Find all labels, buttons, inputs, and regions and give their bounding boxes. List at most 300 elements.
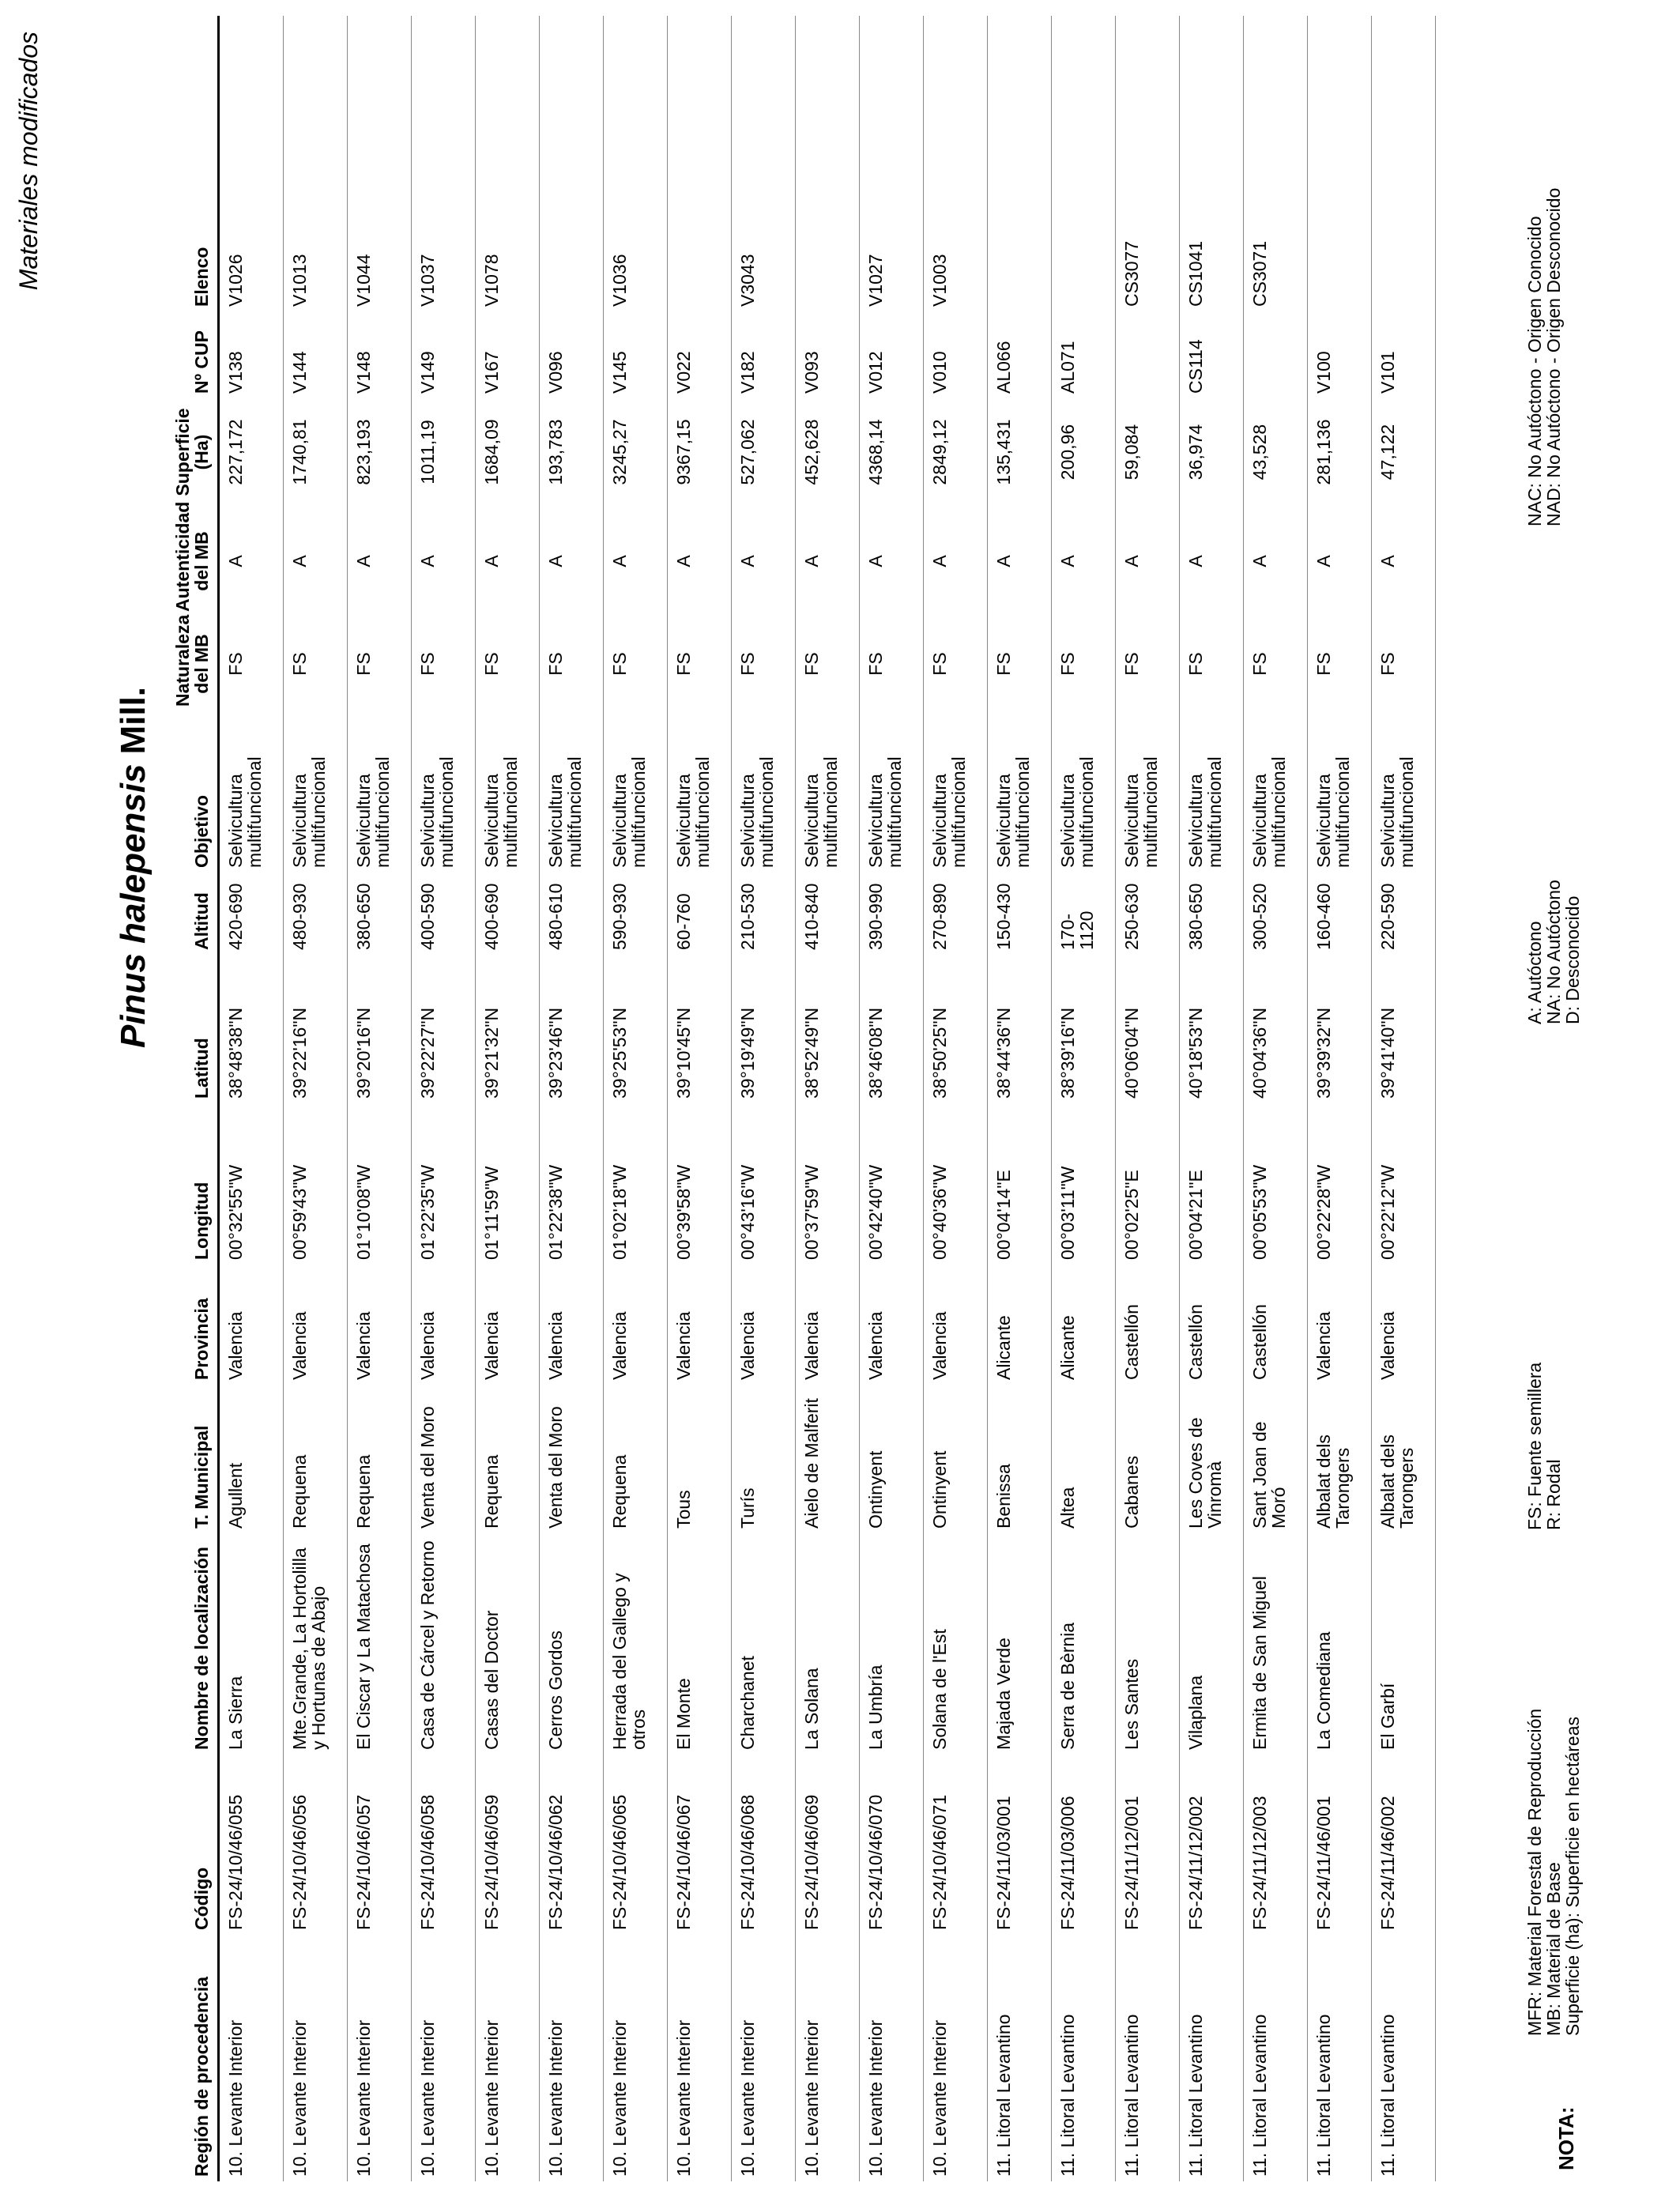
cell-objetivo: Selvicultura multifuncional (604, 711, 668, 873)
cell-nombre: Ermita de San Miguel (1244, 1533, 1308, 1755)
cell-longitud: 00°22'28"W (1308, 1103, 1372, 1265)
cell-superficie: 527,062 (732, 398, 796, 506)
cell-longitud: 00°40'36"W (924, 1103, 988, 1265)
cell-superficie: 2849,12 (924, 398, 988, 506)
cell-codigo: FS-24/10/46/068 (732, 1755, 796, 1935)
cell-autenticidad: A (924, 506, 988, 616)
header-autenticidad-line1: Autenticidad (172, 501, 193, 612)
cell-longitud: 00°42'40"W (860, 1103, 924, 1265)
cell-elenco: V1013 (284, 16, 348, 311)
cell-naturaleza: FS (860, 616, 924, 711)
cell-naturaleza: FS (1372, 616, 1436, 711)
cell-provincia: Castellón (1180, 1265, 1244, 1385)
cell-objetivo: Selvicultura multifuncional (796, 711, 860, 873)
cell-superficie: 3245,27 (604, 398, 668, 506)
cell-nombre: Solana de l'Est (924, 1533, 988, 1755)
cell-codigo: FS-24/10/46/055 (219, 1755, 284, 1935)
cell-elenco (796, 16, 860, 311)
cell-nombre: La Umbría (860, 1533, 924, 1755)
cell-longitud: 01°22'35"W (412, 1103, 476, 1265)
cell-cup: V144 (284, 311, 348, 398)
cell-codigo: FS-24/10/46/062 (540, 1755, 604, 1935)
cell-autenticidad: A (668, 506, 732, 616)
cell-codigo: FS-24/11/12/001 (1116, 1755, 1180, 1935)
cell-region: 11. Litoral Levantino (1244, 1935, 1308, 2181)
cell-municipal: Requena (604, 1385, 668, 1533)
cell-provincia: Valencia (668, 1265, 732, 1385)
table-row (796, 16, 860, 2181)
cell-longitud: 00°59'43"W (284, 1103, 348, 1265)
note-line: D: Desconocido (1562, 895, 1583, 1024)
cell-cup: V096 (540, 311, 604, 398)
table-row (219, 16, 284, 2181)
notes-label: NOTA: (1554, 2106, 1578, 2170)
table-row (924, 16, 988, 2181)
cell-municipal: Altea (1052, 1385, 1116, 1533)
note-line: MB: Material de Base (1543, 1862, 1564, 2036)
header-elenco: Elenco (162, 16, 219, 311)
cell-longitud: 00°04'21"E (1180, 1103, 1244, 1265)
cell-superficie: 1684,09 (476, 398, 540, 506)
header-altitud: Altitud (162, 873, 219, 955)
cell-region: 10. Levante Interior (732, 1935, 796, 2181)
table-row (1372, 16, 1436, 2181)
header-superficie-line2: (Ha) (191, 434, 212, 470)
cell-region: 10. Levante Interior (219, 1935, 284, 2181)
note-line: NAC: No Autóctono - Origen Conocido (1524, 216, 1545, 526)
cell-naturaleza: FS (1052, 616, 1116, 711)
cell-latitud: 39°22'27"N (412, 955, 476, 1103)
cell-elenco (1372, 16, 1436, 311)
cell-elenco (988, 16, 1052, 311)
header-municipal: T. Municipal (162, 1385, 219, 1533)
cell-latitud: 39°25'53"N (604, 955, 668, 1103)
table-row (1180, 16, 1244, 2181)
cell-nombre: El Ciscar y La Matachosa (348, 1533, 412, 1755)
cell-elenco: V1003 (924, 16, 988, 311)
header-autenticidad-line2: del MB (191, 531, 212, 591)
cell-municipal: Les Coves de Vinromà (1180, 1385, 1244, 1533)
species-title (114, 687, 153, 1048)
cell-elenco: V1078 (476, 16, 540, 311)
note-line: Superficie (ha): Superficie en hectáreas (1562, 1717, 1583, 2036)
cell-provincia: Valencia (219, 1265, 284, 1385)
note-line: NAD: No Autóctono - Origen Desconocido (1543, 187, 1564, 526)
table-row (604, 16, 668, 2181)
cell-nombre: Herrada del Gallego y otros (604, 1533, 668, 1755)
cell-altitud: 390-990 (860, 873, 924, 955)
table-row (284, 16, 348, 2181)
cell-provincia: Valencia (540, 1265, 604, 1385)
cell-superficie: 823,193 (348, 398, 412, 506)
cell-codigo: FS-24/10/46/071 (924, 1755, 988, 1935)
cell-provincia: Valencia (476, 1265, 540, 1385)
cell-naturaleza: FS (1308, 616, 1372, 711)
table-row (860, 16, 924, 2181)
cell-codigo: FS-24/10/46/058 (412, 1755, 476, 1935)
notes-col-2 (1525, 1363, 1563, 1530)
cell-autenticidad: A (732, 506, 796, 616)
cell-codigo: FS-24/11/46/001 (1308, 1755, 1372, 1935)
cell-longitud: 00°32'55"W (219, 1103, 284, 1265)
cell-region: 10. Levante Interior (284, 1935, 348, 2181)
cell-objetivo: Selvicultura multifuncional (860, 711, 924, 873)
cell-naturaleza: FS (668, 616, 732, 711)
cell-provincia: Alicante (1052, 1265, 1116, 1385)
cell-cup: V167 (476, 311, 540, 398)
header-objetivo: Objetivo (162, 711, 219, 873)
header-provincia: Provincia (162, 1265, 219, 1385)
cell-provincia: Valencia (1308, 1265, 1372, 1385)
cell-objetivo: Selvicultura multifuncional (1308, 711, 1372, 873)
notes-col-4 (1525, 188, 1563, 526)
cell-autenticidad: A (412, 506, 476, 616)
cell-municipal: Aielo de Malferit (796, 1385, 860, 1533)
cell-autenticidad: A (348, 506, 412, 616)
notes-col-1 (1525, 1709, 1582, 2036)
cell-cup (1116, 311, 1180, 398)
cell-nombre: Mte.Grande, La Hortolilla y Hortunas de Abajo (284, 1533, 348, 1755)
cell-autenticidad: A (796, 506, 860, 616)
cell-cup: V101 (1372, 311, 1436, 398)
cell-naturaleza: FS (604, 616, 668, 711)
cell-longitud: 00°02'25"E (1116, 1103, 1180, 1265)
cell-elenco: CS3071 (1244, 16, 1308, 311)
header-naturaleza-line2: del MB (191, 634, 212, 694)
cell-cup: AL066 (988, 311, 1052, 398)
header-autenticidad (162, 501, 219, 616)
cell-objetivo: Selvicultura multifuncional (412, 711, 476, 873)
cell-superficie: 9367,15 (668, 398, 732, 506)
cell-municipal: Benissa (988, 1385, 1052, 1533)
header-superficie (162, 398, 219, 506)
cell-latitud: 40°06'04"N (1116, 955, 1180, 1103)
cell-autenticidad: A (540, 506, 604, 616)
cell-longitud: 01°02'18"W (604, 1103, 668, 1265)
cell-region: 10. Levante Interior (540, 1935, 604, 2181)
cell-latitud: 38°48'38"N (219, 955, 284, 1103)
cell-altitud: 380-650 (1180, 873, 1244, 955)
cell-nombre: La Comediana (1308, 1533, 1372, 1755)
cell-autenticidad: A (476, 506, 540, 616)
cell-naturaleza: FS (412, 616, 476, 711)
cell-region: 11. Litoral Levantino (1372, 1935, 1436, 2181)
cell-longitud: 00°39'58"W (668, 1103, 732, 1265)
cell-elenco (1308, 16, 1372, 311)
species-name: Pinus halepensis (114, 763, 153, 1048)
cell-elenco: V1036 (604, 16, 668, 311)
cell-elenco: V1037 (412, 16, 476, 311)
table-row (732, 16, 796, 2181)
header-superficie-line1: Superficie (172, 408, 193, 496)
cell-autenticidad: A (988, 506, 1052, 616)
cell-objetivo: Selvicultura multifuncional (540, 711, 604, 873)
cell-nombre: Majada Verde (988, 1533, 1052, 1755)
cell-codigo: FS-24/10/46/065 (604, 1755, 668, 1935)
cell-municipal: Venta del Moro (540, 1385, 604, 1533)
cell-autenticidad: A (1372, 506, 1436, 616)
cell-codigo: FS-24/10/46/056 (284, 1755, 348, 1935)
cell-altitud: 400-690 (476, 873, 540, 955)
note-line: FS: Fuente semillera (1524, 1362, 1545, 1530)
cell-objetivo: Selvicultura multifuncional (1052, 711, 1116, 873)
cell-region: 11. Litoral Levantino (1308, 1935, 1372, 2181)
cell-region: 10. Levante Interior (860, 1935, 924, 2181)
cell-cup: V012 (860, 311, 924, 398)
cell-objetivo: Selvicultura multifuncional (1244, 711, 1308, 873)
cell-region: 11. Litoral Levantino (1052, 1935, 1116, 2181)
cell-codigo: FS-24/11/03/006 (1052, 1755, 1116, 1935)
cell-elenco: CS1041 (1180, 16, 1244, 311)
cell-latitud: 38°46'08"N (860, 955, 924, 1103)
cell-altitud: 250-630 (1116, 873, 1180, 955)
cell-naturaleza: FS (540, 616, 604, 711)
cell-nombre: Vilaplana (1180, 1533, 1244, 1755)
cell-autenticidad: A (1180, 506, 1244, 616)
notes-section (1525, 36, 1636, 2170)
cell-region: 10. Levante Interior (796, 1935, 860, 2181)
cell-naturaleza: FS (348, 616, 412, 711)
cell-provincia: Valencia (860, 1265, 924, 1385)
header-region: Región de procedencia (162, 1935, 219, 2181)
cell-cup: V138 (219, 311, 284, 398)
cell-nombre: Serra de Bèrnia (1052, 1533, 1116, 1755)
cell-altitud: 380-650 (348, 873, 412, 955)
cell-longitud: 00°22'12"W (1372, 1103, 1436, 1265)
cell-provincia: Valencia (924, 1265, 988, 1385)
cell-superficie: 1740,81 (284, 398, 348, 506)
cell-latitud: 40°18'53"N (1180, 955, 1244, 1103)
cell-latitud: 39°23'46"N (540, 955, 604, 1103)
header-nombre: Nombre de localización (162, 1533, 219, 1755)
cell-provincia: Valencia (1372, 1265, 1436, 1385)
cell-elenco (540, 16, 604, 311)
cell-latitud: 39°22'16"N (284, 955, 348, 1103)
cell-municipal: Turís (732, 1385, 796, 1533)
materials-table (162, 16, 1436, 2181)
cell-superficie: 227,172 (219, 398, 284, 506)
cell-elenco: CS3077 (1116, 16, 1180, 311)
cell-elenco: V1044 (348, 16, 412, 311)
cell-region: 10. Levante Interior (668, 1935, 732, 2181)
cell-elenco: V1026 (219, 16, 284, 311)
cell-longitud: 01°10'08"W (348, 1103, 412, 1265)
cell-latitud: 39°10'45"N (668, 955, 732, 1103)
cell-superficie: 43,528 (1244, 398, 1308, 506)
header-codigo: Código (162, 1755, 219, 1935)
cell-provincia: Valencia (732, 1265, 796, 1385)
header-naturaleza-line1: Naturaleza (172, 614, 193, 707)
cell-objetivo: Selvicultura multifuncional (348, 711, 412, 873)
cell-altitud: 480-930 (284, 873, 348, 955)
cell-provincia: Castellón (1244, 1265, 1308, 1385)
cell-latitud: 39°19'49"N (732, 955, 796, 1103)
table-row (1244, 16, 1308, 2181)
header-note: Materiales modificados (14, 32, 43, 291)
cell-nombre: La Solana (796, 1533, 860, 1755)
cell-region: 10. Levante Interior (604, 1935, 668, 2181)
cell-codigo: FS-24/11/12/003 (1244, 1755, 1308, 1935)
cell-cup: V148 (348, 311, 412, 398)
cell-codigo: FS-24/10/46/057 (348, 1755, 412, 1935)
cell-municipal: Requena (476, 1385, 540, 1533)
cell-municipal: Cabanes (1116, 1385, 1180, 1533)
cell-longitud: 01°11'59"W (476, 1103, 540, 1265)
cell-codigo: FS-24/10/46/069 (796, 1755, 860, 1935)
cell-altitud: 410-840 (796, 873, 860, 955)
cell-altitud: 170-1120 (1052, 873, 1116, 955)
cell-provincia: Valencia (412, 1265, 476, 1385)
cell-municipal: Albalat dels Tarongers (1308, 1385, 1372, 1533)
cell-superficie: 200,96 (1052, 398, 1116, 506)
cell-altitud: 480-610 (540, 873, 604, 955)
cell-cup: AL071 (1052, 311, 1116, 398)
cell-objetivo: Selvicultura multifuncional (476, 711, 540, 873)
cell-autenticidad: A (284, 506, 348, 616)
cell-autenticidad: A (1116, 506, 1180, 616)
cell-superficie: 135,431 (988, 398, 1052, 506)
cell-naturaleza: FS (988, 616, 1052, 711)
cell-latitud: 39°21'32"N (476, 955, 540, 1103)
cell-nombre: Casas del Doctor (476, 1533, 540, 1755)
cell-latitud: 38°44'36"N (988, 955, 1052, 1103)
cell-nombre: El Garbí (1372, 1533, 1436, 1755)
cell-nombre: Les Santes (1116, 1533, 1180, 1755)
cell-autenticidad: A (1244, 506, 1308, 616)
cell-cup: V182 (732, 311, 796, 398)
cell-altitud: 270-890 (924, 873, 988, 955)
cell-cup: V022 (668, 311, 732, 398)
cell-objetivo: Selvicultura multifuncional (924, 711, 988, 873)
header-longitud: Longitud (162, 1103, 219, 1265)
cell-altitud: 210-530 (732, 873, 796, 955)
cell-autenticidad: A (860, 506, 924, 616)
cell-provincia: Alicante (988, 1265, 1052, 1385)
cell-latitud: 40°04'36"N (1244, 955, 1308, 1103)
cell-naturaleza: FS (284, 616, 348, 711)
cell-superficie: 36,974 (1180, 398, 1244, 506)
table-body (219, 16, 1436, 2181)
cell-objetivo: Selvicultura multifuncional (1116, 711, 1180, 873)
table-header-row (162, 16, 219, 2181)
cell-autenticidad: A (219, 506, 284, 616)
cell-naturaleza: FS (1244, 616, 1308, 711)
cell-latitud: 38°39'16"N (1052, 955, 1116, 1103)
note-line: R: Rodal (1543, 1459, 1564, 1530)
cell-provincia: Castellón (1116, 1265, 1180, 1385)
cell-superficie: 47,122 (1372, 398, 1436, 506)
cell-codigo: FS-24/10/46/059 (476, 1755, 540, 1935)
cell-nombre: El Monte (668, 1533, 732, 1755)
cell-municipal: Tous (668, 1385, 732, 1533)
cell-naturaleza: FS (732, 616, 796, 711)
cell-cup: V145 (604, 311, 668, 398)
cell-naturaleza: FS (1116, 616, 1180, 711)
cell-municipal: Requena (348, 1385, 412, 1533)
table-row (348, 16, 412, 2181)
cell-superficie: 1011,19 (412, 398, 476, 506)
header-naturaleza (162, 616, 219, 711)
cell-region: 11. Litoral Levantino (1180, 1935, 1244, 2181)
species-author: Mill. (114, 686, 153, 755)
table-row (1308, 16, 1372, 2181)
cell-altitud: 150-430 (988, 873, 1052, 955)
cell-region: 10. Levante Interior (476, 1935, 540, 2181)
cell-altitud: 220-590 (1372, 873, 1436, 955)
cell-longitud: 00°04'14"E (988, 1103, 1052, 1265)
cell-naturaleza: FS (219, 616, 284, 711)
cell-municipal: Ontinyent (924, 1385, 988, 1533)
cell-objetivo: Selvicultura multifuncional (1372, 711, 1436, 873)
cell-codigo: FS-24/10/46/067 (668, 1755, 732, 1935)
notes-col-3 (1525, 880, 1582, 1024)
cell-codigo: FS-24/11/03/001 (988, 1755, 1052, 1935)
cell-objetivo: Selvicultura multifuncional (1180, 711, 1244, 873)
note-line: NA: No Autóctono (1543, 880, 1564, 1024)
cell-superficie: 281,136 (1308, 398, 1372, 506)
cell-region: 10. Levante Interior (412, 1935, 476, 2181)
cell-objetivo: Selvicultura multifuncional (732, 711, 796, 873)
cell-longitud: 00°43'16"W (732, 1103, 796, 1265)
cell-altitud: 400-590 (412, 873, 476, 955)
cell-longitud: 00°03'11"W (1052, 1103, 1116, 1265)
table-row (1052, 16, 1116, 2181)
cell-latitud: 39°20'16"N (348, 955, 412, 1103)
cell-cup: CS114 (1180, 311, 1244, 398)
cell-latitud: 39°39'32"N (1308, 955, 1372, 1103)
cell-codigo: FS-24/11/12/002 (1180, 1755, 1244, 1935)
table-row (988, 16, 1052, 2181)
cell-objetivo: Selvicultura multifuncional (988, 711, 1052, 873)
cell-nombre: La Sierra (219, 1533, 284, 1755)
cell-naturaleza: FS (476, 616, 540, 711)
table-row (540, 16, 604, 2181)
cell-longitud: 00°05'53"W (1244, 1103, 1308, 1265)
table-row (476, 16, 540, 2181)
cell-objetivo: Selvicultura multifuncional (219, 711, 284, 873)
cell-longitud: 01°22'38"W (540, 1103, 604, 1265)
cell-elenco: V3043 (732, 16, 796, 311)
table-row (412, 16, 476, 2181)
cell-altitud: 160-460 (1308, 873, 1372, 955)
cell-superficie: 4368,14 (860, 398, 924, 506)
cell-codigo: FS-24/10/46/070 (860, 1755, 924, 1935)
cell-municipal: Venta del Moro (412, 1385, 476, 1533)
cell-cup (1244, 311, 1308, 398)
cell-cup: V093 (796, 311, 860, 398)
cell-codigo: FS-24/11/46/002 (1372, 1755, 1436, 1935)
header-cup: Nº CUP (162, 311, 219, 398)
cell-provincia: Valencia (796, 1265, 860, 1385)
cell-municipal: Albalat dels Tarongers (1372, 1385, 1436, 1533)
cell-latitud: 38°52'49"N (796, 955, 860, 1103)
cell-autenticidad: A (1308, 506, 1372, 616)
cell-nombre: Charchanet (732, 1533, 796, 1755)
note-line: MFR: Material Forestal de Reproducción (1524, 1708, 1545, 2036)
cell-superficie: 452,628 (796, 398, 860, 506)
cell-region: 11. Litoral Levantino (988, 1935, 1052, 2181)
cell-cup: V100 (1308, 311, 1372, 398)
header-latitud: Latitud (162, 955, 219, 1103)
cell-latitud: 38°50'25"N (924, 955, 988, 1103)
cell-naturaleza: FS (1180, 616, 1244, 711)
cell-altitud: 420-690 (219, 873, 284, 955)
cell-municipal: Requena (284, 1385, 348, 1533)
cell-naturaleza: FS (924, 616, 988, 711)
cell-elenco (668, 16, 732, 311)
note-line: A: Autóctono (1524, 921, 1545, 1024)
cell-region: 11. Litoral Levantino (1116, 1935, 1180, 2181)
